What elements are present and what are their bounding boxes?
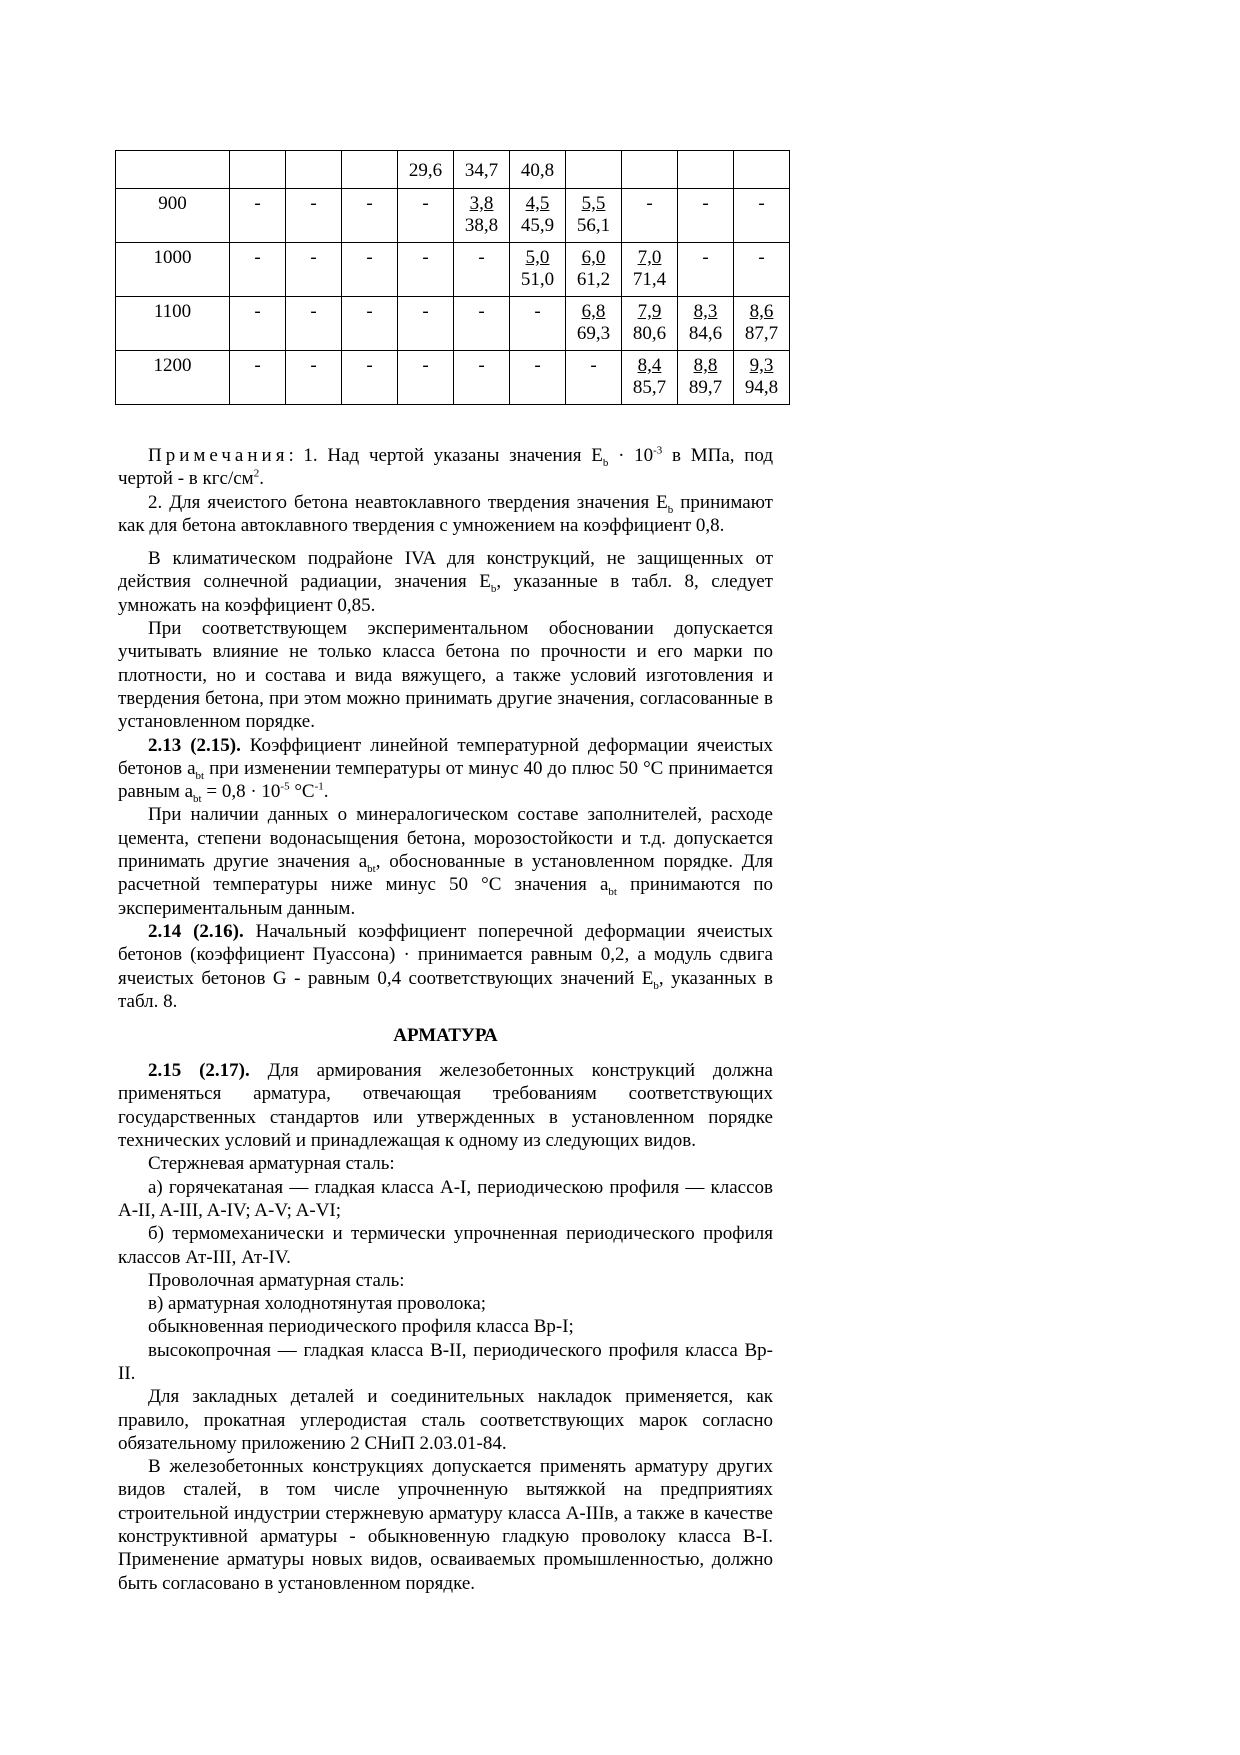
- value-mpa: 8,6: [749, 301, 774, 322]
- value-kgf: 71,4: [632, 269, 667, 290]
- table-cell: 29,6: [398, 151, 454, 189]
- table-cell: [566, 189, 622, 243]
- table-cell: -: [398, 297, 454, 351]
- table-cell: [510, 189, 566, 243]
- table-cell: -: [230, 189, 286, 243]
- table-cell: -: [286, 243, 342, 297]
- value-mpa: 6,0: [581, 247, 606, 268]
- table-row: [116, 297, 790, 351]
- clause-2-15: 2.15 (2.17). Для армирования железобетонных конструкций должна применяться арматура, отвечающая требованиям соответствующих государственных стандартов или утвержденных в установленном порядке технических условий и принадлежащая к одному из следующих видов.: [118, 1060, 773, 1152]
- row-label: 900: [116, 189, 230, 243]
- value-kgf: 85,7: [632, 377, 667, 398]
- table-cell: [566, 243, 622, 297]
- table-cell: -: [454, 243, 510, 297]
- value-mpa: 8,8: [693, 355, 718, 376]
- value-kgf: 45,9: [520, 215, 555, 236]
- table-cell: -: [678, 243, 734, 297]
- value-kgf: 87,7: [744, 323, 779, 344]
- note-1: Примечания: 1. Над чертой указаны значения $E_b \cdot 10^{-3}$ в МПа, под чертой - в кгс/$см^2$.: [118, 444, 774, 490]
- table-cell: -: [286, 297, 342, 351]
- table-cell: -: [678, 189, 734, 243]
- list-item: обыкновенная периодического профиля класса Bp-I;: [148, 1316, 574, 1338]
- list-item: а) горячекатаная — гладкая класса A-I, периодическою профиля — классов A-II, A-III, A-IV; A-V; A-VI;: [118, 1176, 773, 1221]
- table-cell: -: [230, 243, 286, 297]
- paragraph: В железобетонных конструкциях допускается применять арматуру других видов сталей, в том числе упрочненную вытяжкой на предприятиях строительной индустрии стержневую арматуру класса A-IIIв, а также в качестве конструктивной арматуры - обыкновенную гладкую проволоку класса B-I. Применение арматуры новых видов, осваиваемых промышленностью, должно быть согласовано в установленном порядке.: [118, 1456, 773, 1594]
- table-cell: [342, 151, 398, 189]
- value-kgf: 61,2: [576, 269, 611, 290]
- table-cell: [734, 351, 790, 405]
- table-cell: [678, 297, 734, 351]
- table-cell: -: [454, 351, 510, 405]
- table-cell: [622, 297, 678, 351]
- table-row: [116, 351, 790, 405]
- table-cell: -: [230, 297, 286, 351]
- clause-2-14: 2.14 (2.16). Начальный коэффициент поперечной деформации ячеистых бетонов (коэффициент Пуассона) · принимается равным 0,2, а модуль сдвига ячеистых бетонов G - равным 0,4 соответствующих значений $E_b$, указанных в табл. 8.: [118, 920, 773, 1012]
- paragraph: Проволочная арматурная сталь:: [148, 1269, 405, 1291]
- table-row: [116, 151, 790, 189]
- table-cell: -: [398, 351, 454, 405]
- paragraph: При соответствующем экспериментальном обосновании допускается учитывать влияние не только класса бетона по прочности и его марки по плотности, но и состава и вида вяжущего, а также условий изготовления и твердения бетона, при этом можно принимать другие значения, согласованные в установленном порядке.: [118, 618, 773, 733]
- table-cell: 40,8: [510, 151, 566, 189]
- value-kgf: 94,8: [744, 377, 779, 398]
- table-cell: -: [734, 189, 790, 243]
- value-kgf: 89,7: [688, 377, 723, 398]
- paragraph: Для закладных деталей и соединительных накладок применяется, как правило, прокатная углеродистая сталь соответствующих марок согласно обязательному приложению 2 СНиП 2.03.01-84.: [118, 1386, 773, 1454]
- list-item: в) арматурная холоднотянутая проволока;: [148, 1293, 487, 1315]
- table-cell: [454, 189, 510, 243]
- table-cell: [622, 351, 678, 405]
- list-item: высокопрочная — гладкая класса B-II, периодического профиля класса Bp-II.: [118, 1339, 773, 1384]
- value-mpa: 5,5: [581, 193, 606, 214]
- table-cell: -: [398, 189, 454, 243]
- table-cell: [734, 297, 790, 351]
- note-2: 2. Для ячеистого бетона неавтоклавного твердения значения $E_b$ принимают как для бетона автоклавного твердения с умножением на коэффициент 0,8.: [118, 491, 773, 536]
- value-mpa: 3,8: [469, 193, 494, 214]
- table-cell: -: [734, 243, 790, 297]
- table-cell: [678, 151, 734, 189]
- table-cell: [566, 297, 622, 351]
- value-mpa: 9,3: [749, 355, 774, 376]
- value-mpa: 4,5: [525, 193, 550, 214]
- value-mpa: 7,9: [637, 301, 662, 322]
- table-cell: 34,7: [454, 151, 510, 189]
- table-cell: -: [342, 297, 398, 351]
- value-kgf: 51,0: [520, 269, 555, 290]
- table-cell: [622, 243, 678, 297]
- paragraph: В климатическом подрайоне IVA для конструкций, не защищенных от действия солнечной радиации, значения $E_b$, указанные в табл. 8, следует умножать на коэффициент 0,85.: [118, 548, 773, 616]
- paragraph: При наличии данных о минералогическом составе заполнителей, расходе цемента, степени водонасыщения бетона, морозостойкости и т.д. допускается принимать другие значения $a_{bt}$, обоснованные в установленном порядке. Для расчетной температуры ниже минус 50 °С значения $a_{bt}$ принимаются по экспериментальным данным.: [118, 804, 773, 919]
- value-mpa: 6,8: [581, 301, 606, 322]
- list-item: б) термомеханически и термически упрочненная периодического профиля классов Ат-III, Ат-IV.: [118, 1223, 773, 1268]
- table-cell: [286, 151, 342, 189]
- table-cell: -: [622, 189, 678, 243]
- table-cell: [734, 151, 790, 189]
- value-kgf: 38,8: [464, 215, 499, 236]
- table-cell: [566, 151, 622, 189]
- value-kgf: 80,6: [632, 323, 667, 344]
- section-heading: АРМАТУРА: [393, 1025, 498, 1047]
- table-cell: -: [510, 297, 566, 351]
- paragraph: Стержневая арматурная сталь:: [148, 1153, 395, 1175]
- row-label: 1000: [116, 243, 230, 297]
- table-cell: -: [398, 243, 454, 297]
- value-mpa: 7,0: [637, 247, 662, 268]
- table-cell: [678, 351, 734, 405]
- value-mpa: 8,4: [637, 355, 662, 376]
- table-cell: [230, 151, 286, 189]
- table-cell: -: [342, 189, 398, 243]
- value-kgf: 56,1: [576, 215, 611, 236]
- table-cell: -: [342, 243, 398, 297]
- table-cell: -: [286, 189, 342, 243]
- table-cell: -: [510, 351, 566, 405]
- row-label: 1200: [116, 351, 230, 405]
- table-cell: -: [342, 351, 398, 405]
- value-mpa: 8,3: [693, 301, 718, 322]
- table-row: [116, 189, 790, 243]
- table-cell: -: [566, 351, 622, 405]
- table-cell: [116, 151, 230, 189]
- value-mpa: 5,0: [525, 247, 550, 268]
- table-cell: -: [230, 351, 286, 405]
- value-kgf: 69,3: [576, 323, 611, 344]
- modulus-table: [115, 150, 790, 405]
- table-cell: [622, 151, 678, 189]
- table-cell: [510, 243, 566, 297]
- table-row: [116, 243, 790, 297]
- clause-2-13: 2.13 (2.15). Коэффициент линейной температурной деформации ячеистых бетонов $a_{bt}$ при изменении температуры от минус 40 до плюс 50 °С принимается равным $a_{bt} = 0,8 \cdot 10^{-5}$ $^\circ С^{-1}$.: [118, 734, 774, 805]
- table-cell: -: [286, 351, 342, 405]
- document-text: [118, 444, 773, 1595]
- value-kgf: 84,6: [688, 323, 723, 344]
- row-label: 1100: [116, 297, 230, 351]
- table-cell: -: [454, 297, 510, 351]
